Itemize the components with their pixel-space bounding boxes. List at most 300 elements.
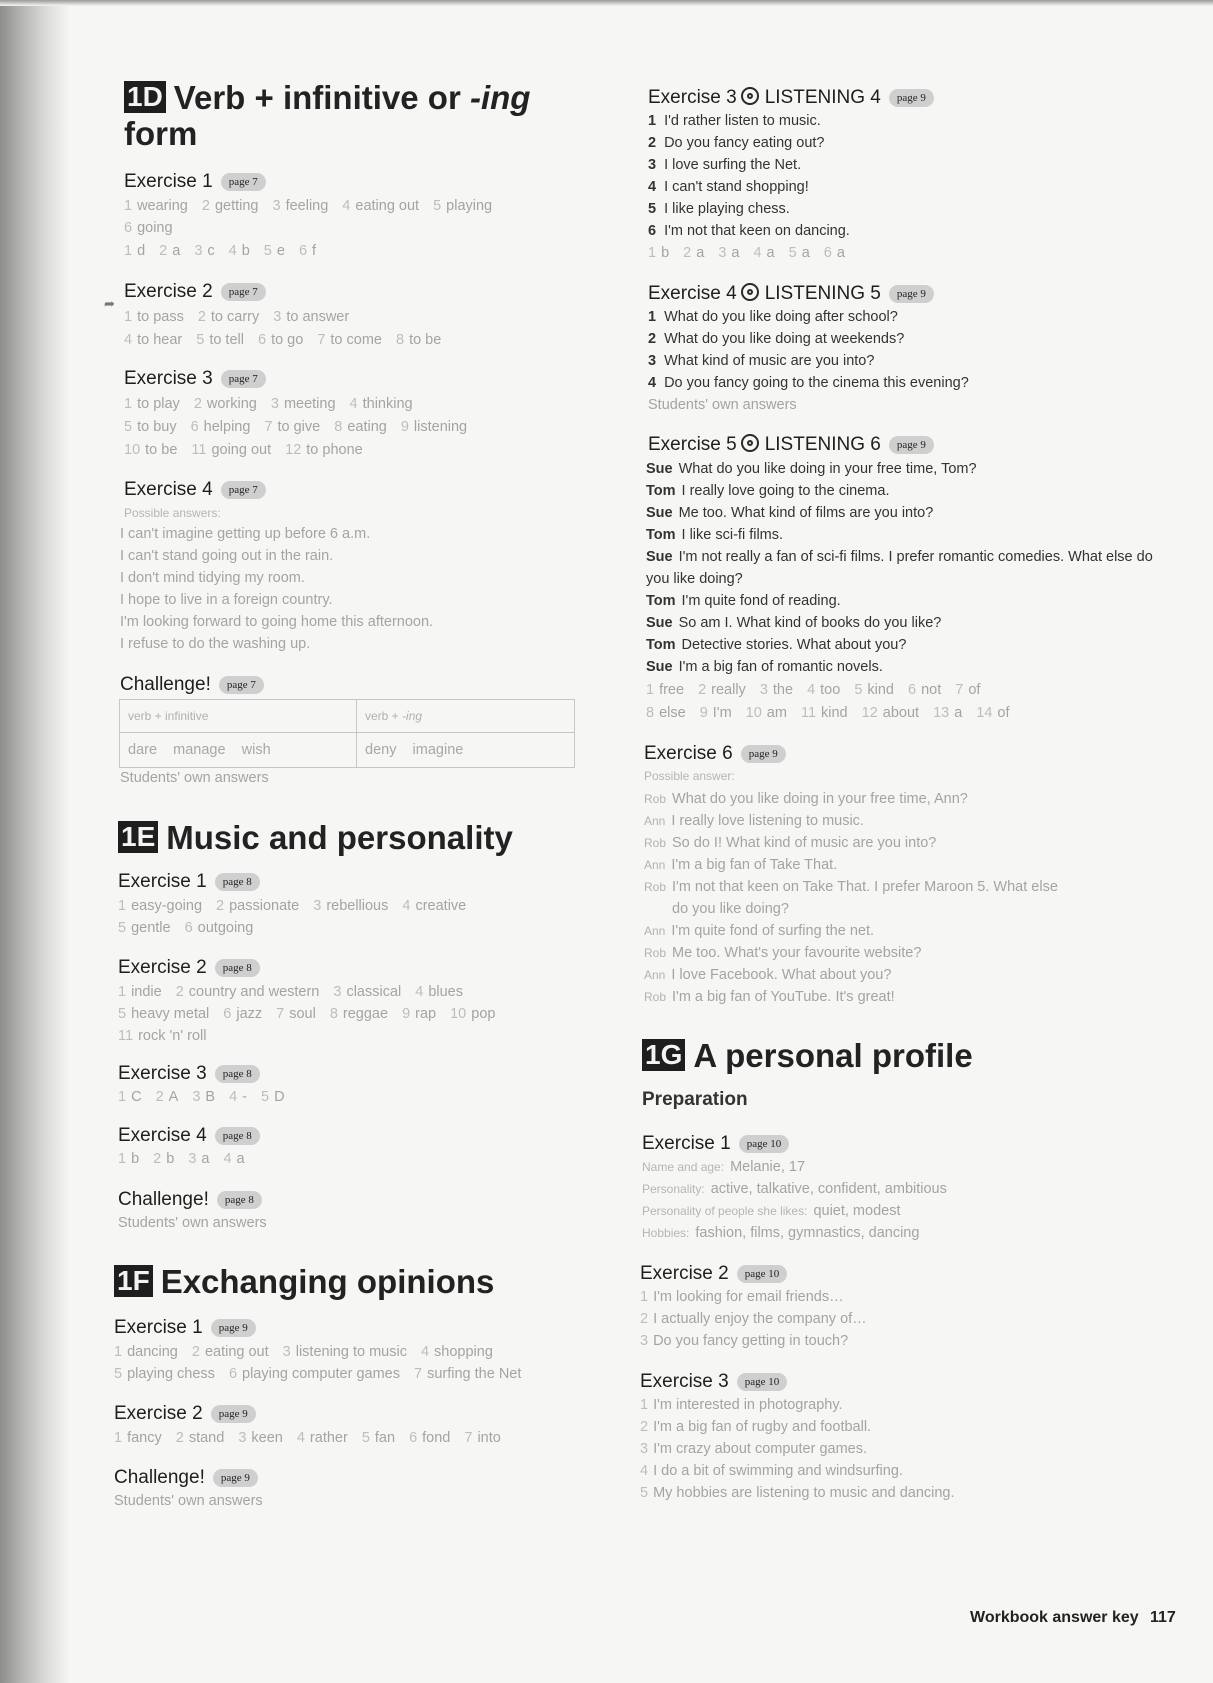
page-badge: page 9 xyxy=(213,1469,258,1487)
answer-text: B xyxy=(205,1089,216,1105)
answer-number: 10 xyxy=(124,442,141,458)
answer-text: to be xyxy=(145,442,178,458)
answer-number: 3 xyxy=(194,243,203,259)
answer-number: 10 xyxy=(745,705,762,721)
dialogue-text: So do I! What kind of music are you into? xyxy=(672,835,937,851)
answer-text: jazz xyxy=(236,1006,263,1022)
speaker-name: Tom xyxy=(646,483,676,499)
dialogue-line xyxy=(644,833,936,853)
answer-text: - xyxy=(242,1089,247,1105)
answer-line xyxy=(646,680,980,700)
challenge-heading: Challenge! page 7 xyxy=(120,673,264,697)
answer-number: 2 xyxy=(159,243,168,259)
answer-number: 11 xyxy=(118,1028,134,1044)
speaker-name: Sue xyxy=(646,659,673,675)
page-badge: page 7 xyxy=(221,173,266,191)
section-heading-1f: 1F Exchanging opinions xyxy=(114,1264,494,1300)
answer-text: to come xyxy=(330,332,382,348)
answer-text: d xyxy=(137,243,146,259)
dialogue-text: I'm not that keen on Take That. I prefer Maroon 5. What else xyxy=(672,879,1058,895)
verb-pattern-table xyxy=(119,699,575,768)
line-number: 3 xyxy=(640,1441,649,1457)
dialogue-line xyxy=(644,921,874,941)
answer-text: the xyxy=(772,682,794,698)
answer-number: 2 xyxy=(153,1151,162,1167)
exercise-heading: Exercise 1 page 9 xyxy=(114,1316,256,1340)
answer-text: eating out xyxy=(355,198,420,214)
answer-text: creative xyxy=(415,898,467,914)
answer-line xyxy=(114,1342,493,1362)
speaker-name: Ann xyxy=(644,814,666,828)
field-label: Personality of people she likes: xyxy=(642,1204,808,1218)
speaker-name: Ann xyxy=(644,968,666,982)
answer-text: a xyxy=(731,245,740,261)
field-label: Name and age: xyxy=(642,1160,725,1174)
cursor-arrow-icon: ➦ xyxy=(104,296,115,311)
speaker-name: Sue xyxy=(646,505,673,521)
answer-line xyxy=(640,1483,955,1503)
page-badge: page 9 xyxy=(211,1405,256,1423)
answer-text: country and western xyxy=(188,984,320,1000)
answer-number: 12 xyxy=(285,442,302,458)
section-code-badge: 1G xyxy=(642,1039,685,1071)
answer-number: 2 xyxy=(197,309,206,325)
answer-text: indie xyxy=(131,984,162,1000)
answer-number: 2 xyxy=(193,396,202,412)
page-badge: page 8 xyxy=(215,873,260,891)
answer-line xyxy=(114,1364,521,1384)
answer-text: fond xyxy=(422,1430,451,1446)
answer-number: 3 xyxy=(188,1151,197,1167)
answer-line xyxy=(648,243,845,263)
answer-text: rather xyxy=(309,1430,348,1446)
answer-number: 6 xyxy=(124,220,133,236)
answer-text: stand xyxy=(188,1430,225,1446)
answer-number: 6 xyxy=(823,245,832,261)
transcript-line xyxy=(648,221,850,241)
speaker-name: Sue xyxy=(646,461,673,477)
answer-number: 4 xyxy=(228,243,237,259)
line-number: 2 xyxy=(648,135,657,151)
line-number: 1 xyxy=(640,1397,649,1413)
answer-number: 6 xyxy=(184,920,193,936)
dialogue-text: Detective stories. What about you? xyxy=(681,637,907,653)
line-number: 2 xyxy=(648,331,657,347)
line-number: 1 xyxy=(648,309,657,325)
line-text: What do you like doing at weekends? xyxy=(664,331,905,347)
answer-number: 3 xyxy=(718,245,727,261)
answer-line xyxy=(118,1026,206,1046)
dialogue-text: I'm a big fan of YouTube. It's great! xyxy=(672,989,895,1005)
answer-text: too xyxy=(820,682,841,698)
dialogue-text: I'm quite fond of reading. xyxy=(681,593,841,609)
cd-audio-icon xyxy=(741,87,759,105)
answer-text: b xyxy=(241,243,250,259)
challenge-heading: Challenge! page 9 xyxy=(114,1466,258,1490)
line-text: My hobbies are listening to music and dancing. xyxy=(653,1485,955,1501)
line-number: 3 xyxy=(640,1333,649,1349)
answer-number: 5 xyxy=(788,245,797,261)
speaker-name: Rob xyxy=(644,836,667,850)
page-badge: page 9 xyxy=(889,285,934,303)
answer-text: blues xyxy=(428,984,463,1000)
answer-line xyxy=(118,982,463,1002)
answer-text: to carry xyxy=(210,309,260,325)
field-value: fashion, films, gymnastics, dancing xyxy=(695,1225,920,1241)
dialogue-text: Me too. What's your favourite website? xyxy=(672,945,922,961)
transcript-line xyxy=(648,373,969,393)
speaker-name: Rob xyxy=(644,792,667,806)
page-badge: page 7 xyxy=(221,370,266,388)
answer-number: 4 xyxy=(124,332,133,348)
answer-text: thinking xyxy=(362,396,413,412)
answer-text: to buy xyxy=(137,419,177,435)
answer-number: 7 xyxy=(414,1366,423,1382)
answer-text: outgoing xyxy=(197,920,254,936)
line-text: I'm crazy about computer games. xyxy=(653,1441,867,1457)
section-heading-1g: 1G A personal profile xyxy=(642,1038,973,1074)
dialogue-text: you like doing? xyxy=(646,571,743,587)
answer-number: 7 xyxy=(955,682,964,698)
answer-text: a xyxy=(201,1151,210,1167)
answer-line xyxy=(114,1428,501,1448)
section-code-badge: 1D xyxy=(124,81,166,113)
answer-number: 10 xyxy=(450,1006,467,1022)
answer-text: fancy xyxy=(127,1430,162,1446)
subsection-heading: Preparation xyxy=(642,1089,748,1110)
answer-number: 7 xyxy=(464,1430,473,1446)
answer-line xyxy=(640,1439,867,1459)
speaker-name: Tom xyxy=(646,593,676,609)
answer-number: 2 xyxy=(201,198,210,214)
answer-number: 2 xyxy=(191,1344,200,1360)
answer-number: 6 xyxy=(908,682,917,698)
answer-text: of xyxy=(997,705,1010,721)
transcript-line xyxy=(648,351,874,371)
exercise-heading: Exercise 5 LISTENING 6 page 9 xyxy=(648,433,934,457)
profile-row xyxy=(642,1201,901,1221)
speaker-name: Ann xyxy=(644,858,666,872)
answer-number: 5 xyxy=(854,682,863,698)
answer-number: 8 xyxy=(334,419,343,435)
answer-text: playing computer games xyxy=(242,1366,400,1382)
line-text: I love surfing the Net. xyxy=(664,157,802,173)
answer-text: dancing xyxy=(127,1344,178,1360)
answer-text: kind xyxy=(821,705,848,721)
answer-text: eating out xyxy=(204,1344,269,1360)
dialogue-line xyxy=(646,547,1153,567)
answer-number: 1 xyxy=(114,1344,123,1360)
answer-text: f xyxy=(312,243,317,259)
note-text: Students' own answers xyxy=(648,397,797,413)
answer-text: free xyxy=(659,682,685,698)
line-number: 3 xyxy=(648,157,657,173)
answer-text: eating xyxy=(347,419,387,435)
answer-text: wearing xyxy=(137,198,188,214)
line-text: What do you like doing after school? xyxy=(664,309,898,325)
answer-number: 8 xyxy=(646,705,655,721)
answer-number: 9 xyxy=(402,1006,411,1022)
dialogue-line xyxy=(646,525,783,545)
page-badge: page 7 xyxy=(221,481,266,499)
exercise-heading: Exercise 2 page 10 xyxy=(640,1262,787,1286)
line-number: 4 xyxy=(648,179,657,195)
answer-number: 1 xyxy=(124,198,133,214)
answer-number: 3 xyxy=(272,198,281,214)
answer-text: heavy metal xyxy=(131,1006,210,1022)
section-heading-1d: 1D Verb + infinitive or -ing form xyxy=(124,79,531,152)
answer-number: 5 xyxy=(260,1089,270,1105)
line-number: 6 xyxy=(648,223,657,239)
answer-line xyxy=(124,417,467,437)
answer-number: 4 xyxy=(223,1151,232,1167)
speaker-name: Rob xyxy=(644,880,667,894)
answer-text: listening to music xyxy=(295,1344,407,1360)
exercise-heading: Exercise 3 page 8 xyxy=(118,1062,260,1086)
answer-text: C xyxy=(131,1089,142,1105)
exercise-heading: Exercise 4 LISTENING 5 page 9 xyxy=(648,282,934,306)
line-text: I'm a big fan of rugby and football. xyxy=(653,1419,872,1435)
answer-text: I'm xyxy=(712,705,732,721)
answer-text: going xyxy=(137,220,173,236)
answer-line xyxy=(640,1309,867,1329)
page-badge: page 10 xyxy=(737,1265,788,1283)
dialogue-line xyxy=(646,591,841,611)
line-text: What kind of music are you into? xyxy=(664,353,875,369)
answer-number: 6 xyxy=(298,243,308,259)
transcript-line xyxy=(648,177,809,197)
answer-text: c xyxy=(207,243,215,259)
line-text: I like playing chess. xyxy=(664,201,790,217)
answer-number: 1 xyxy=(124,309,133,325)
page-badge: page 7 xyxy=(221,283,266,301)
dialogue-line xyxy=(644,855,837,875)
field-label: Personality: xyxy=(642,1182,705,1196)
answer-text: feeling xyxy=(285,198,329,214)
exercise-heading: Exercise 6 page 9 xyxy=(644,742,786,766)
dialogue-line xyxy=(646,613,941,633)
page-badge: page 8 xyxy=(215,1127,260,1145)
page-badge: page 9 xyxy=(889,89,934,107)
answer-line xyxy=(124,218,173,238)
line-number: 3 xyxy=(648,353,657,369)
answer-line xyxy=(124,330,441,350)
dialogue-line xyxy=(646,635,906,655)
page-badge: page 9 xyxy=(741,745,786,763)
line-text: I actually enjoy the company of… xyxy=(653,1311,867,1327)
line-number: 1 xyxy=(648,113,657,129)
dialogue-text: I really love going to the cinema. xyxy=(681,483,890,499)
answer-text: a xyxy=(236,1151,245,1167)
answer-text: b xyxy=(661,245,670,261)
answer-text: rebellious xyxy=(326,898,389,914)
answer-text: to phone xyxy=(306,442,363,458)
dialogue-text: I love Facebook. What about you? xyxy=(671,967,892,983)
cd-audio-icon xyxy=(741,283,759,301)
exercise-heading: Exercise 2 page 7 xyxy=(124,280,266,304)
answer-number: 6 xyxy=(223,1006,232,1022)
answer-line xyxy=(640,1417,871,1437)
page-edge xyxy=(0,0,1213,6)
answer-text: going out xyxy=(211,442,272,458)
answer-number: 9 xyxy=(699,705,708,721)
note-text: Students' own answers xyxy=(118,1215,267,1231)
answer-line xyxy=(640,1461,903,1481)
answer-number: 4 xyxy=(753,245,762,261)
answer-number: 5 xyxy=(361,1430,370,1446)
table-cell: dare manage wish xyxy=(120,733,357,768)
dialogue-text: do you like doing? xyxy=(672,901,789,917)
exercise-heading: Exercise 2 page 9 xyxy=(114,1402,256,1426)
page-number: 117 xyxy=(1150,1609,1176,1626)
page-badge: page 8 xyxy=(217,1191,262,1209)
line-text: I'm interested in photography. xyxy=(653,1397,843,1413)
answer-number: 4 xyxy=(229,1089,238,1105)
line-text: I can't stand shopping! xyxy=(664,179,809,195)
footer-title: Workbook answer key xyxy=(970,1609,1139,1626)
dialogue-text: I like sci-fi films. xyxy=(681,527,784,543)
answer-number: 2 xyxy=(683,245,692,261)
table-header: verb + -ing xyxy=(357,700,575,733)
answer-text: to play xyxy=(137,396,180,412)
answer-number: 3 xyxy=(333,984,342,1000)
answer-text: a xyxy=(172,243,181,259)
dialogue-line xyxy=(646,569,743,589)
exercise-heading: Exercise 2 page 8 xyxy=(118,956,260,980)
page-badge: page 9 xyxy=(211,1319,256,1337)
answer-number: 3 xyxy=(192,1089,201,1105)
answer-number: 4 xyxy=(420,1344,430,1360)
answer-number: 3 xyxy=(270,396,279,412)
answer-line xyxy=(640,1331,848,1351)
dialogue-line xyxy=(644,789,968,809)
page-badge: page 10 xyxy=(739,1135,790,1153)
answer-number: 6 xyxy=(257,332,267,348)
answer-text: reggae xyxy=(342,1006,389,1022)
transcript-line xyxy=(648,329,904,349)
answer-number: 3 xyxy=(282,1344,291,1360)
exercise-heading: Exercise 3 LISTENING 4 page 9 xyxy=(648,86,934,110)
answer-line: I hope to live in a foreign country. xyxy=(120,592,333,608)
answer-line xyxy=(640,1395,843,1415)
answer-number: 1 xyxy=(114,1430,123,1446)
answer-text: keen xyxy=(251,1430,283,1446)
dialogue-text: What do you like doing in your free time, Tom? xyxy=(678,461,977,477)
section-heading-1e: 1E Music and personality xyxy=(118,820,513,856)
table-cell: deny imagine xyxy=(357,733,575,768)
answer-number: 4 xyxy=(415,984,424,1000)
profile-row xyxy=(642,1223,919,1243)
answer-number: 1 xyxy=(646,682,655,698)
dialogue-line xyxy=(646,657,883,677)
answer-number: 11 xyxy=(191,442,207,458)
answer-number: 1 xyxy=(118,1151,127,1167)
dialogue-text: I really love listening to music. xyxy=(671,813,864,829)
line-text: Do you fancy getting in touch? xyxy=(653,1333,849,1349)
answer-number: 8 xyxy=(329,1006,338,1022)
answer-line: I can't stand going out in the rain. xyxy=(120,548,334,564)
answer-number: 5 xyxy=(118,1006,127,1022)
answer-text: classical xyxy=(346,984,402,1000)
speaker-name: Ann xyxy=(644,924,666,938)
answer-number: 3 xyxy=(759,682,768,698)
field-value: quiet, modest xyxy=(813,1203,901,1219)
speaker-name: Rob xyxy=(644,990,667,1004)
answer-text: listening xyxy=(413,419,468,435)
cd-audio-icon xyxy=(741,434,759,452)
answer-text: b xyxy=(166,1151,175,1167)
answer-text: else xyxy=(659,705,686,721)
answer-number: 5 xyxy=(433,198,442,214)
answer-text: working xyxy=(206,396,257,412)
answer-text: to tell xyxy=(209,332,244,348)
speaker-name: Tom xyxy=(646,527,676,543)
page-badge: page 9 xyxy=(889,436,934,454)
answer-line xyxy=(124,440,363,460)
answer-line xyxy=(646,703,1010,723)
line-number: 4 xyxy=(648,375,657,391)
answer-text: a xyxy=(766,245,775,261)
dialogue-text: I'm not really a fan of sci-fi films. I prefer romantic comedies. What else do xyxy=(678,549,1153,565)
answer-line xyxy=(118,1149,245,1169)
answer-number: 8 xyxy=(395,332,405,348)
answer-number: 5 xyxy=(263,243,272,259)
note-text: Students' own answers xyxy=(114,1493,263,1509)
dialogue-line xyxy=(644,987,895,1007)
answer-text: playing xyxy=(446,198,493,214)
challenge-heading: Challenge! page 8 xyxy=(118,1188,262,1212)
transcript-line xyxy=(648,199,790,219)
answer-number: 1 xyxy=(124,243,133,259)
answer-text: gentle xyxy=(131,920,171,936)
answer-text: helping xyxy=(203,419,251,435)
answer-text: soul xyxy=(289,1006,316,1022)
answer-line: I don't mind tidying my room. xyxy=(120,570,305,586)
exercise-heading: Exercise 1 page 8 xyxy=(118,870,260,894)
dialogue-text: I'm a big fan of romantic novels. xyxy=(678,659,883,675)
exercise-heading: Exercise 1 page 7 xyxy=(124,170,266,194)
answer-text: rock 'n' roll xyxy=(138,1028,207,1044)
answer-text: to be xyxy=(409,332,442,348)
answer-text: a xyxy=(836,245,845,261)
answer-number: 7 xyxy=(276,1006,285,1022)
answer-line: I can't imagine getting up before 6 a.m. xyxy=(120,526,371,542)
dialogue-line xyxy=(646,459,977,479)
dialogue-line xyxy=(644,965,891,985)
answer-label: Possible answer: xyxy=(644,769,735,783)
answer-label: Possible answers: xyxy=(124,506,221,520)
page-badge: page 8 xyxy=(215,1065,260,1083)
line-text: I do a bit of swimming and windsurfing. xyxy=(653,1463,903,1479)
answer-number: 6 xyxy=(190,419,199,435)
table-header: verb + infinitive xyxy=(120,700,357,733)
transcript-line xyxy=(648,111,821,131)
answer-number: 2 xyxy=(175,1430,184,1446)
answer-number: 4 xyxy=(296,1430,305,1446)
line-text: Do you fancy going to the cinema this evening? xyxy=(664,375,969,391)
answer-text: about xyxy=(882,705,920,721)
transcript-line xyxy=(648,133,825,153)
line-text: Do you fancy eating out? xyxy=(664,135,825,151)
speaker-name: Sue xyxy=(646,615,673,631)
answer-text: D xyxy=(274,1089,285,1105)
field-value: Melanie, 17 xyxy=(730,1159,806,1175)
exercise-heading: Exercise 3 page 10 xyxy=(640,1370,787,1394)
transcript-line xyxy=(648,307,898,327)
answer-text: to give xyxy=(277,419,321,435)
exercise-heading: Exercise 3 page 7 xyxy=(124,367,266,391)
page-badge: page 7 xyxy=(219,676,264,694)
